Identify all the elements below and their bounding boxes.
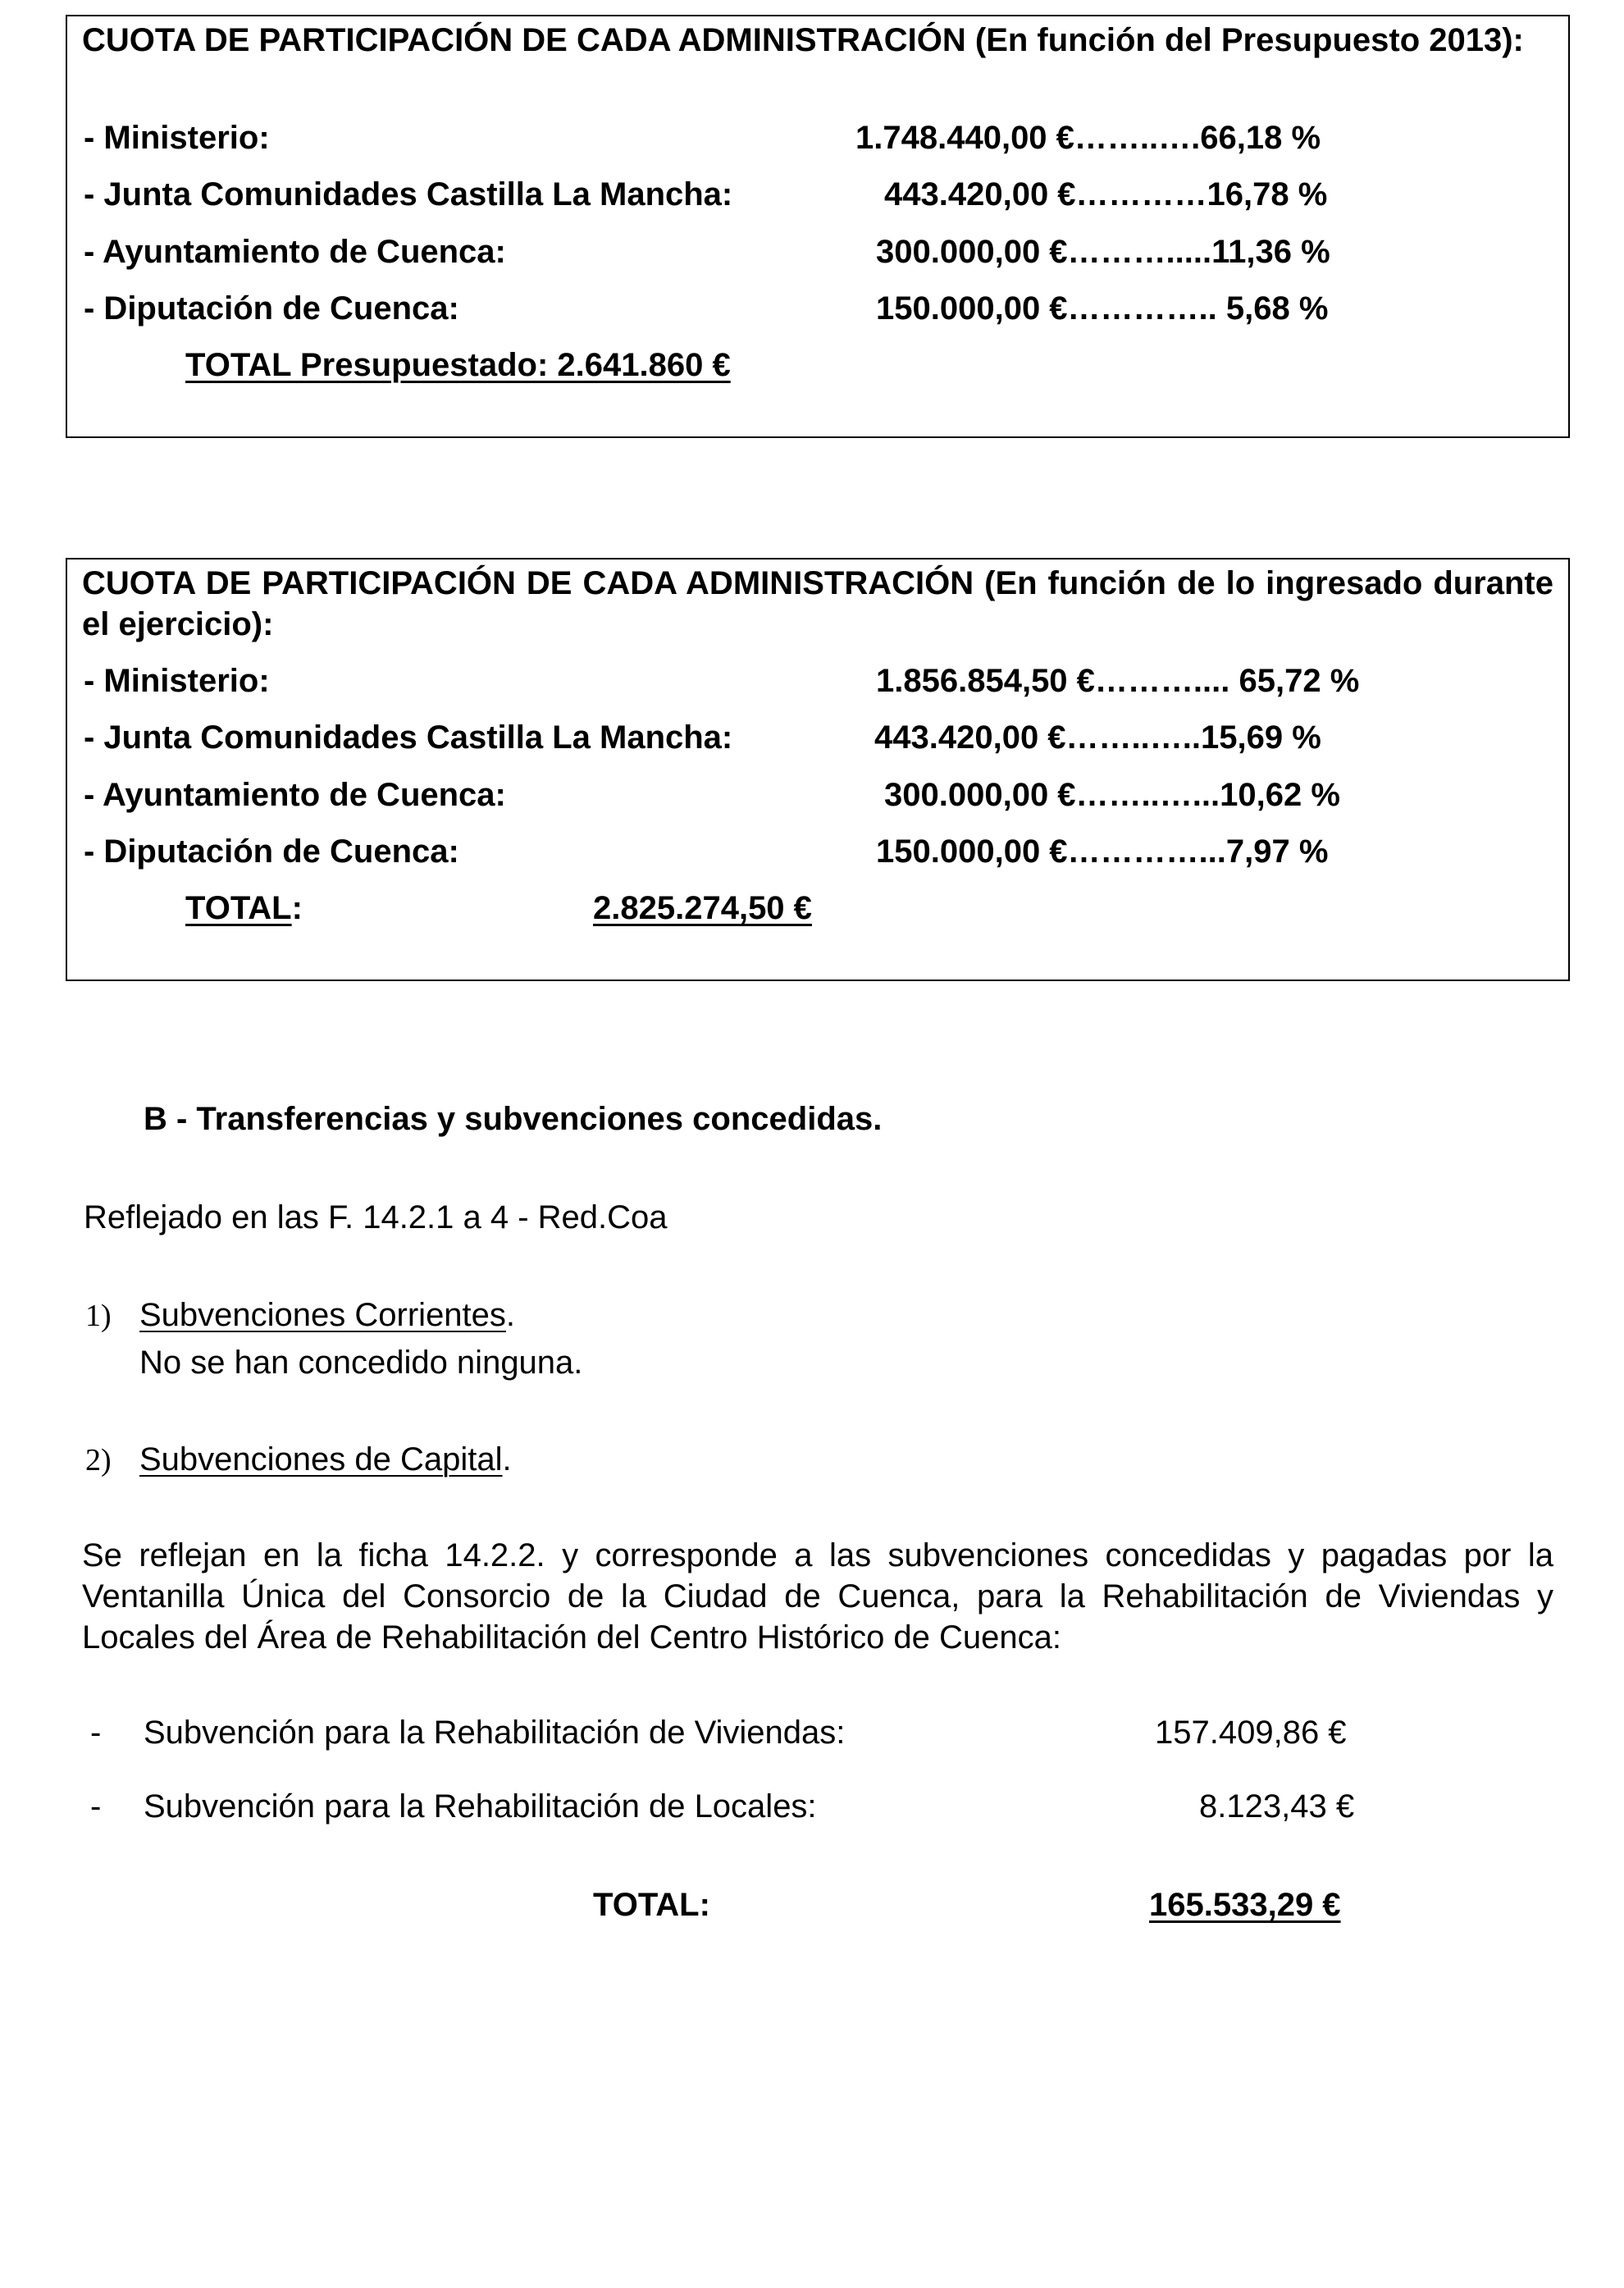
income-row-amount: 1.856.854,50 €……….... 65,72 % xyxy=(876,663,1360,699)
income-total-label-group xyxy=(185,888,303,928)
budget-total: TOTAL Presupuestado: 2.641.860 € xyxy=(185,347,731,383)
description-paragraph: Se reflejan en la ficha 14.2.2. y corresponde a las subvenciones concedidas y pagadas por la Ventanilla Única del Consorcio de la Ciudad de Cuenca, para la Rehabilitación de Viviendas y Locales del Área de Rehabilitación del Centro Histórico de Cuenca: xyxy=(82,1537,1553,1655)
income-total-value: 2.825.274,50 € xyxy=(593,890,812,926)
subsidy-type-title-suffix: . xyxy=(505,1297,516,1333)
subsidy-type-title-text: Subvenciones de Capital xyxy=(139,1441,503,1477)
income-row-label: - Ministerio: xyxy=(84,663,270,699)
list-number: 1) xyxy=(85,1299,112,1333)
subsidy-type-title-text: Subvenciones Corrientes xyxy=(139,1297,506,1333)
budget-row-amount: 1.748.440,00 €……..….66,18 % xyxy=(855,120,1321,156)
subsidy-total-label: TOTAL: xyxy=(593,1887,710,1923)
income-total-colon: : xyxy=(291,890,303,926)
subsidy-amount: 157.409,86 € xyxy=(1155,1715,1347,1751)
section-heading: B - Transferencias y subvenciones concedidas. xyxy=(144,1101,883,1137)
income-row-amount: 300.000,00 €……..…...10,62 % xyxy=(884,777,1340,813)
subsidy-label: Subvención para la Rehabilitación de Locales: xyxy=(144,1788,817,1824)
income-row-label: - Ayuntamiento de Cuenca: xyxy=(84,777,506,813)
budget-row-label: - Ayuntamiento de Cuenca: xyxy=(84,234,506,270)
list-dash: - xyxy=(90,1715,102,1751)
subsidy-total-value: 165.533,29 € xyxy=(1149,1887,1341,1923)
income-row-amount: 150.000,00 €…………...7,97 % xyxy=(876,833,1329,870)
subsidy-amount: 8.123,43 € xyxy=(1199,1788,1355,1824)
budget-row-label: - Junta Comunidades Castilla La Mancha: xyxy=(84,176,733,212)
subsidy-label: Subvención para la Rehabilitación de Viviendas: xyxy=(144,1715,846,1751)
subsidy-type-note: No se han concedido ninguna. xyxy=(139,1345,583,1381)
income-row-label: - Diputación de Cuenca: xyxy=(84,833,459,870)
subsidy-type-title xyxy=(139,1295,515,1335)
income-box-title: CUOTA DE PARTICIPACIÓN DE CADA ADMINISTRACIÓN (En función de lo ingresado durante el ejercicio): xyxy=(82,565,1553,642)
list-number: 2) xyxy=(85,1443,112,1477)
subsidy-type-title-suffix: . xyxy=(502,1441,512,1477)
income-row-label: - Junta Comunidades Castilla La Mancha: xyxy=(84,719,733,756)
subsidy-type-title xyxy=(139,1440,512,1479)
list-dash: - xyxy=(90,1788,102,1824)
budget-row-label: - Ministerio: xyxy=(84,120,270,156)
budget-row-label: - Diputación de Cuenca: xyxy=(84,290,459,327)
income-total-label: TOTAL xyxy=(185,890,292,926)
budget-row-amount: 300.000,00 €……….....11,36 % xyxy=(876,234,1330,270)
income-row-amount: 443.420,00 €……..…..15,69 % xyxy=(874,719,1321,756)
reference-text: Reflejado en las F. 14.2.1 a 4 - Red.Coa xyxy=(84,1199,668,1235)
budget-box-title: CUOTA DE PARTICIPACIÓN DE CADA ADMINISTRACIÓN (En función del Presupuesto 2013): xyxy=(82,22,1524,58)
budget-row-amount: 150.000,00 €………….. 5,68 % xyxy=(876,290,1329,327)
budget-row-amount: 443.420,00 €…………16,78 % xyxy=(884,176,1328,212)
